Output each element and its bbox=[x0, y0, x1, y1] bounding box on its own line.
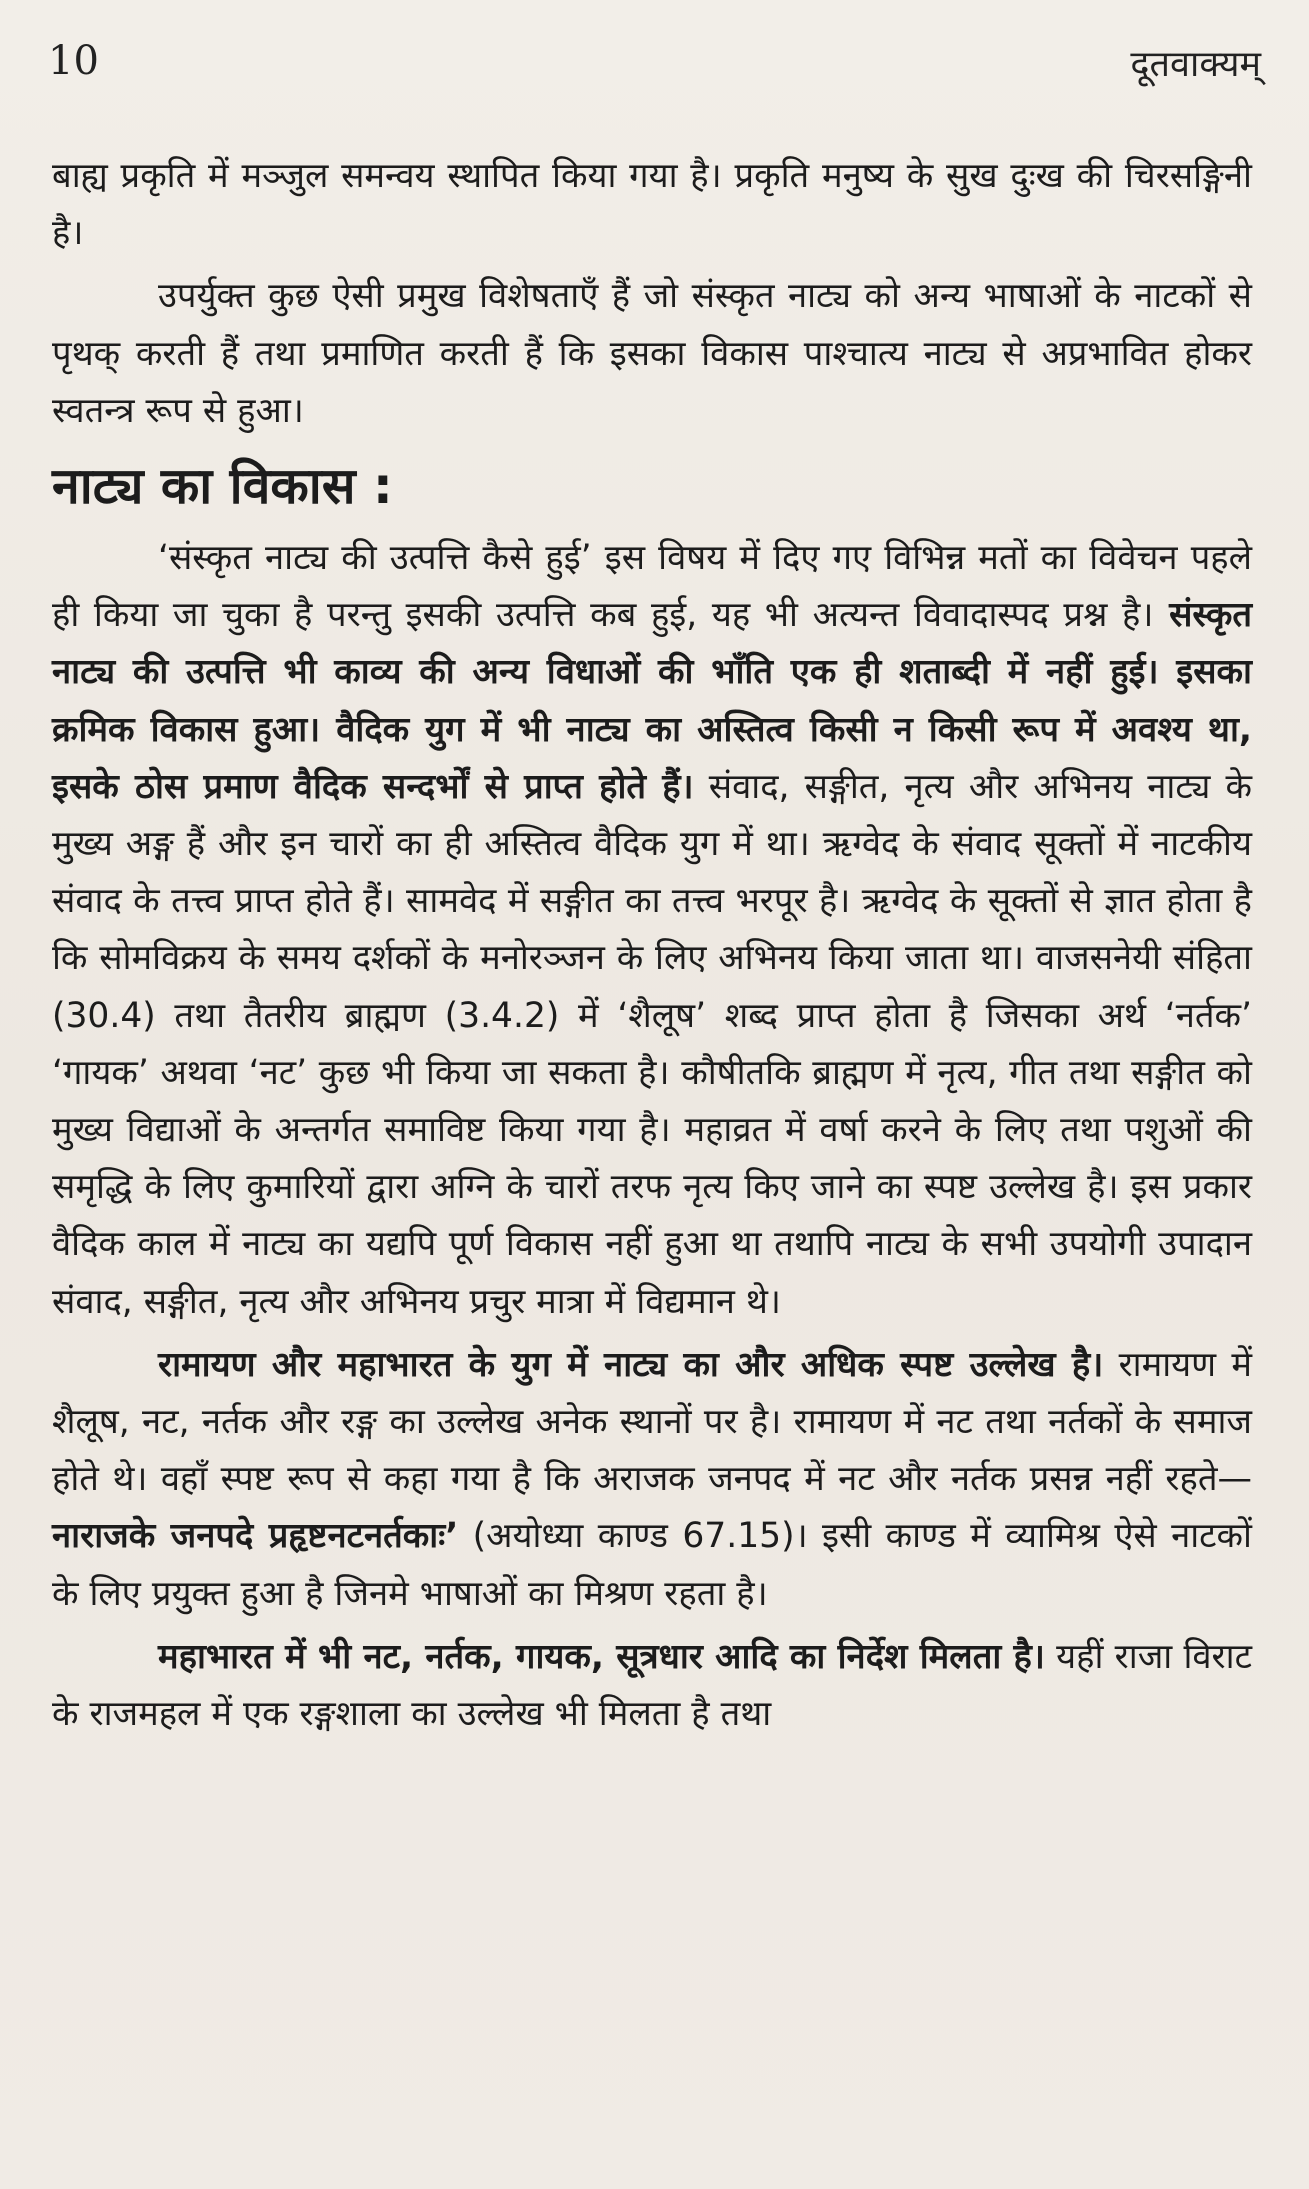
paragraph-3-bold: संस्कृत नाट्य की उत्पत्ति भी काव्य की अन्य विधाओं की भाँति एक ही शताब्दी में नहीं हुई। इसका क्रमिक विकास हुआ। वैदिक युग में भी नाट्य का अस्तित्व किसी न किसी रूप में अवश्य था, इसके ठोस प्रमाण वैदिक सन्दर्भों से प्राप्त होते हैं। bbox=[52, 595, 1252, 807]
page-number: 10 bbox=[48, 38, 99, 84]
paragraph-4-quote: नाराजके जनपदे प्रहृष्टनटनर्तकाः’ bbox=[52, 1516, 459, 1557]
paragraph-3 bbox=[52, 530, 1252, 1331]
paragraph-5 bbox=[52, 1629, 1252, 1743]
paragraph-3-intro: ‘संस्कृत नाट्य की उत्पत्ति कैसे हुई’ इस विषय में दिए गए विभिन्न मतों का विवेचन पहले ही किया जा चुका है परन्तु इसकी उत्पत्ति कब हुई, यह भी अत्यन्त विवादास्पद प्रश्न है। bbox=[52, 538, 1252, 636]
section-heading: नाट्य का विकास : bbox=[52, 457, 393, 516]
paragraph-4-body: रामायण में शैलूष, नट, नर्तक और रङ्ग का उल्लेख अनेक स्थानों पर है। रामायण में नट तथा नर्तकों के समाज होते थे। वहाँ स्पष्ट रूप से कहा गया है कि अराजक जनपद में नट और नर्तक प्रसन्न नहीं रहते— bbox=[52, 1344, 1252, 1500]
page-header bbox=[48, 38, 1261, 98]
paragraph-5-body: यहीं राजा विराट के राजमहल में एक रङ्गशाला का उल्लेख भी मिलता है तथा bbox=[52, 1636, 1252, 1735]
paragraph-5-bold: महाभारत में भी नट, नर्तक, गायक, सूत्रधार आदि का निर्देश मिलता है। bbox=[158, 1636, 1045, 1677]
page-body bbox=[52, 148, 1252, 1743]
paragraph-2: उपर्युक्त कुछ ऐसी प्रमुख विशेषताएँ हैं जो संस्कृत नाट्य को अन्य भाषाओं के नाटकों से पृथक् करती हैं तथा प्रमाणित करती हैं कि इसका विकास पाश्चात्य नाट्य से अप्रभावित होकर स्वतन्त्र रूप से हुआ। bbox=[52, 276, 1252, 431]
paragraph-4-citation: (अयोध्या काण्ड 67.15)। इसी काण्ड में व्यामिश्र ऐसे नाटकों के लिए प्रयुक्त हुआ है जिनमे भाषाओं का मिश्रण रहता है। bbox=[52, 1516, 1252, 1614]
running-title: दूतवाक्यम् bbox=[1130, 44, 1261, 85]
paragraph-1: बाह्य प्रकृति में मञ्जुल समन्वय स्थापित किया गया है। प्रकृति मनुष्य के सुख दुःख की चिरसङ्गिनी है। bbox=[52, 156, 1252, 254]
paragraph-3-body: संवाद, सङ्गीत, नृत्य और अभिनय नाट्य के मुख्य अङ्ग हैं और इन चारों का ही अस्तित्व वैदिक युग में था। ऋग्वेद के संवाद सूक्तों में नाटकीय संवाद के तत्त्व प्राप्त होते हैं। सामवेद में सङ्गीत का तत्त्व भरपूर है। ऋग्वेद के सूक्तों से ज्ञात होता है कि सोमविक्रय के समय दर्शकों के मनोरञ्जन के लिए अभिनय किया जाता था। वाजसनेयी संहिता (30.4) तथा तैतरीय ब्राह्मण (3.4.2) में ‘शैलूष’ शब्द प्राप्त होता है जिसका अर्थ ‘नर्तक’ ‘गायक’ अथवा ‘नट’ कुछ भी किया जा सकता है। कौषीतकि ब्राह्मण में नृत्य, गीत तथा सङ्गीत को मुख्य विद्याओं के अन्तर्गत समाविष्ट किया गया है। महाव्रत में वर्षा करने के लिए तथा पशुओं की समृद्धि के लिए कुमारियों द्वारा अग्नि के चारों तरफ नृत्य किए जाने का स्पष्ट उल्लेख है। इस प्रकार वैदिक काल में नाट्य का यद्यपि पूर्ण विकास नहीं हुआ था तथापि नाट्य के सभी उपयोगी उपादान संवाद, सङ्गीत, नृत्य और अभिनय प्रचुर मात्रा में विद्यमान थे। bbox=[52, 766, 1252, 1322]
paragraph-4-bold: रामायण और महाभारत के युग में नाट्य का और अधिक स्पष्ट उल्लेख है। bbox=[158, 1344, 1104, 1385]
paragraph-4 bbox=[52, 1337, 1252, 1623]
